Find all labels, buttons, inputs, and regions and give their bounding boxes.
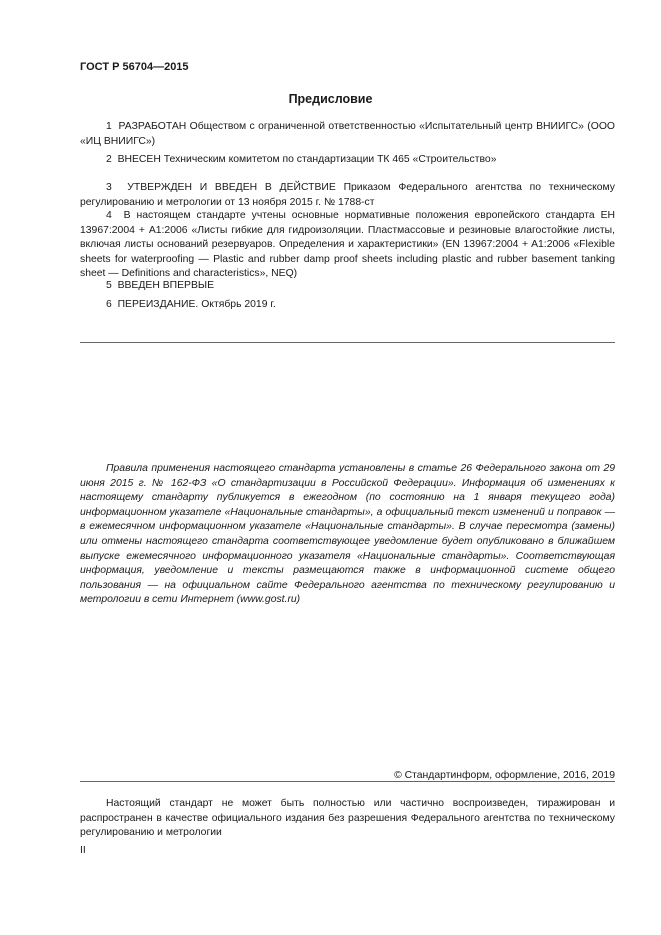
page-title: Предисловие [288, 92, 373, 106]
item-number: 5 [106, 280, 112, 291]
item-number: 2 [106, 154, 112, 165]
item-text: В настоящем стандарте учтены основные нормативные положения европейского стандарта ЕН 13967:2004 + А1:2006 «Листы гибкие для гидроизоляции. Пластмассовые и резиновые влагостойкие листы, включая листы оснований резервуаров. Определения и характеристики» (EN 13967:2004 + A1:2006 «Flexible sheets for waterproofing — Plastic and rubber damp proof sheets including plastic and rubber basement tanking sheet — Definitions and characteristics», NEQ) [80, 210, 616, 280]
reproduction-text: Настоящий стандарт не может быть полностью или частично воспроизведен, тиражирован и распространен в качестве официального издания без разрешения Федерального агентства по техническому регулированию и метрологии [80, 798, 615, 839]
application-rules-note [80, 462, 615, 608]
item-text: Приказом Федерального агентства по техническому регулированию и метрологии от 13 ноября 2015 г. № 1788-ст [80, 182, 615, 208]
foreword-item-4 [80, 209, 615, 282]
item-number: 1 [106, 121, 112, 132]
section-divider [80, 342, 615, 343]
item-lead: УТВЕРЖДЕН И ВВЕДЕН В ДЕЙСТВИЕ [127, 182, 336, 193]
item-lead: ВНЕСЕН [117, 154, 161, 165]
page-number: II [80, 845, 86, 856]
item-text: Октябрь 2019 г. [198, 299, 276, 310]
foreword-item-5 [80, 279, 615, 294]
reproduction-notice [80, 797, 615, 841]
foreword-item-2 [80, 153, 615, 168]
item-lead: ПЕРЕИЗДАНИЕ. [117, 299, 199, 310]
note-text: Правила применения настоящего стандарта установлены в статье 26 Федерального закона от 29 июня 2015 г. № 162-ФЗ «О стандартизации в Российской Федерации». Информация об изменениях к настоящему стандарту публикуется в ежегодном (по состоянию на 1 января текущего года) информационном указателе «Национальные стандарты», а официальный текст изменений и поправок — в ежемесячном информационном указателе «Национальные стандарты». В случае пересмотра (замены) или отмены настоящего стандарта соответствующее уведомление будет опубликовано в ближайшем выпуске ежемесячного информационного указателя «Национальные стандарты». Соответствующая информация, уведомление и тексты размещаются также в информационной системе общего пользования — на официальном сайте Федерального агентства по техническому регулированию и метрологии в сети Интернет (www.gost.ru) [80, 463, 615, 606]
standard-code: ГОСТ Р 56704—2015 [80, 61, 189, 73]
foreword-item-1 [80, 120, 615, 149]
copyright-divider [80, 781, 615, 782]
item-number: 4 [106, 210, 112, 221]
item-text: Техническим комитетом по стандартизации ТК 465 «Строительство» [160, 154, 497, 165]
foreword-item-6 [80, 298, 615, 313]
foreword-item-3 [80, 181, 615, 210]
item-number: 6 [106, 299, 112, 310]
item-number: 3 [106, 182, 112, 193]
item-lead: ВВЕДЕН ВПЕРВЫЕ [117, 280, 215, 291]
item-text: Обществом с ограниченной ответственностью «Испытательный центр ВНИИГС» (ООО «ИЦ ВНИИГС») [80, 121, 615, 147]
item-lead: РАЗРАБОТАН [118, 121, 187, 132]
copyright-line: © Стандартинформ, оформление, 2016, 2019 [394, 770, 615, 781]
